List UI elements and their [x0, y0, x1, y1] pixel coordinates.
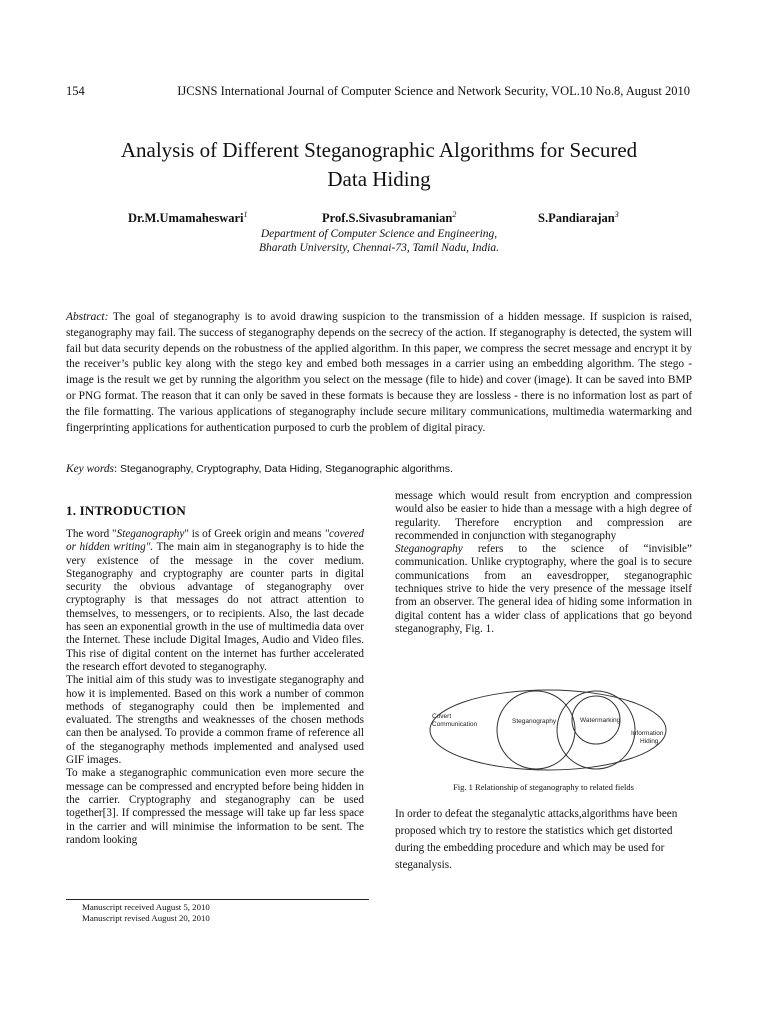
p1-text-e: The main aim in steganography is to hide the very existence of the message in the cover medium. Steganography and cryptography are counter parts in digital security the obvious advantage of steganography over cryptography is that messages do not attract attention to themselves, to messengers, or to recipients. Also, the last decade has seen an exponential growth in the use of multimedia data over the Internet. These include Digital Images, Audio and Video files. This rise of digital content on the internet has further accelerated the research effort devoted to steganography.: [66, 541, 364, 673]
p1-text-a: The word ": [66, 528, 117, 540]
author-3-sup: 3: [614, 210, 619, 219]
page-number: 154: [66, 84, 85, 98]
venn-diagram: [418, 676, 688, 784]
affiliation-line-1: Department of Computer Science and Engineering,: [260, 228, 498, 240]
journal-title: IJCSNS International Journal of Computer Science and Network Security, VOL.10 No.8, August 2010: [177, 84, 690, 98]
label-covert: Covert: [432, 713, 452, 720]
r2-text-a: Steganography: [395, 543, 463, 556]
author-1: [128, 210, 248, 226]
section-heading-introduction: 1. INTRODUCTION: [66, 503, 187, 518]
label-steganography: Steganography: [512, 718, 557, 725]
author-1-name: Dr.M.Umamaheswari: [128, 211, 244, 226]
footnote-revised: Manuscript revised August 20, 2010: [82, 913, 210, 923]
label-information: Information: [631, 730, 664, 737]
p1-text-b: Steganography: [116, 528, 185, 540]
abstract: [66, 310, 692, 436]
left-column: [66, 528, 364, 847]
keywords-label: Key words: [66, 463, 114, 475]
affiliation: [66, 227, 692, 255]
running-header: [66, 84, 690, 100]
affiliation-line-2: Bharath University, Chennai-73, Tamil Nadu, India.: [258, 242, 500, 254]
keywords-text: Steganography, Cryptography, Data Hiding, Steganographic algorithms.: [120, 463, 453, 475]
right-column: [395, 490, 692, 636]
right-column-lower: [395, 806, 692, 874]
abstract-label: Abstract:: [66, 311, 109, 323]
author-3: [538, 210, 619, 226]
label-hiding: Hiding: [640, 738, 659, 745]
information-hiding-circle: [557, 691, 635, 769]
intro-paragraph-2: The initial aim of this study was to investigate steganography and how it is implemented. Based on this work a number of common methods of steganography could then be implemented and evaluated. The strengths and weaknesses of the chosen methods can then be analysed. To provide a common frame of reference all of the steganography methods implemented and analysed used GIF images.: [66, 674, 364, 767]
footnotes: [82, 902, 210, 924]
right-paragraph-1: message which would result from encryption and compression would also be easier to hide than a message with a high degree of regularity. Therefore encryption and compression are recommended in conjunction with steganography: [395, 490, 692, 542]
label-watermarking: Watermarking: [580, 717, 621, 724]
paper-title: [66, 136, 692, 194]
title-line-1: Analysis of Different Steganographic Algorithms for Secured: [120, 138, 638, 162]
figure-caption: Fig. 1 Relationship of steganography to related fields: [453, 782, 634, 792]
keywords-separator: :: [114, 463, 118, 475]
right-paragraph-2: [395, 543, 692, 636]
footnote-received: Manuscript received August 5, 2010: [82, 902, 210, 912]
author-2-name: Prof.S.Sivasubramanian: [322, 211, 453, 226]
author-2: [322, 210, 456, 226]
abstract-text: The goal of steganography is to avoid drawing suspicion to the transmission of a hidden message. If suspicion is raised, steganography may fail. The success of steganography depends on the secrecy of the action. If steganography is detected, the system will fail but data security depends on the robustness of the applied algorithm. In this paper, we compress the secret message and encrypt it by the receiver’s public key along with the stego key and embed both messages in a carrier using an embedding algorithm. The stego - image is the result we get by running the algorithm you select on the message (file to hide) and cover (image). It can be saved into BMP or PNG format. The reason that it can only be saved in these formats is because they are lossless - there is no information lost as part of the file formatting. The various applications of steganography include secure military communications, multimedia watermarking and fingerprinting applications for authentication purposed to curb the problem of digital piracy.: [66, 311, 692, 434]
author-2-sup: 2: [452, 210, 457, 219]
footnote-divider: [66, 899, 369, 900]
steganography-circle: [497, 691, 575, 769]
label-communication: Communication: [432, 721, 478, 728]
author-list: [66, 210, 692, 226]
intro-paragraph-3: To make a steganographic communication even more secure the message can be compressed and encrypted before being hidden in the carrier. Cryptography and steganography can be used together[3]. If compressed the message will take up far less space in the carrier and will minimise the information to be sent. The random looking: [66, 767, 364, 846]
right-paragraph-3: In order to defeat the steganalytic attacks,algorithms have been proposed which try to restore the statistics which get distorted during the embedding procedure and which may be used for steganalysis.: [395, 808, 678, 871]
p1-text-d: "covered or hidden writing".: [66, 528, 365, 554]
keywords: [66, 462, 692, 477]
r2-text-b: refers to the science of “invisible” communication. Unlike cryptography, where the goal is to secure communications from an eavesdropper, steganographic techniques strive to hide the very presence of the message itself from an observer. The general idea of hiding some information in digital content has a wider class of applications that go beyond steganography, Fig. 1.: [395, 543, 692, 635]
p1-text-c: " is of Greek origin and means: [184, 528, 325, 540]
author-1-sup: 1: [243, 210, 248, 219]
title-line-2: Data Hiding: [327, 167, 431, 191]
intro-paragraph-1: [66, 528, 364, 674]
author-3-name: S.Pandiarajan: [538, 211, 615, 226]
